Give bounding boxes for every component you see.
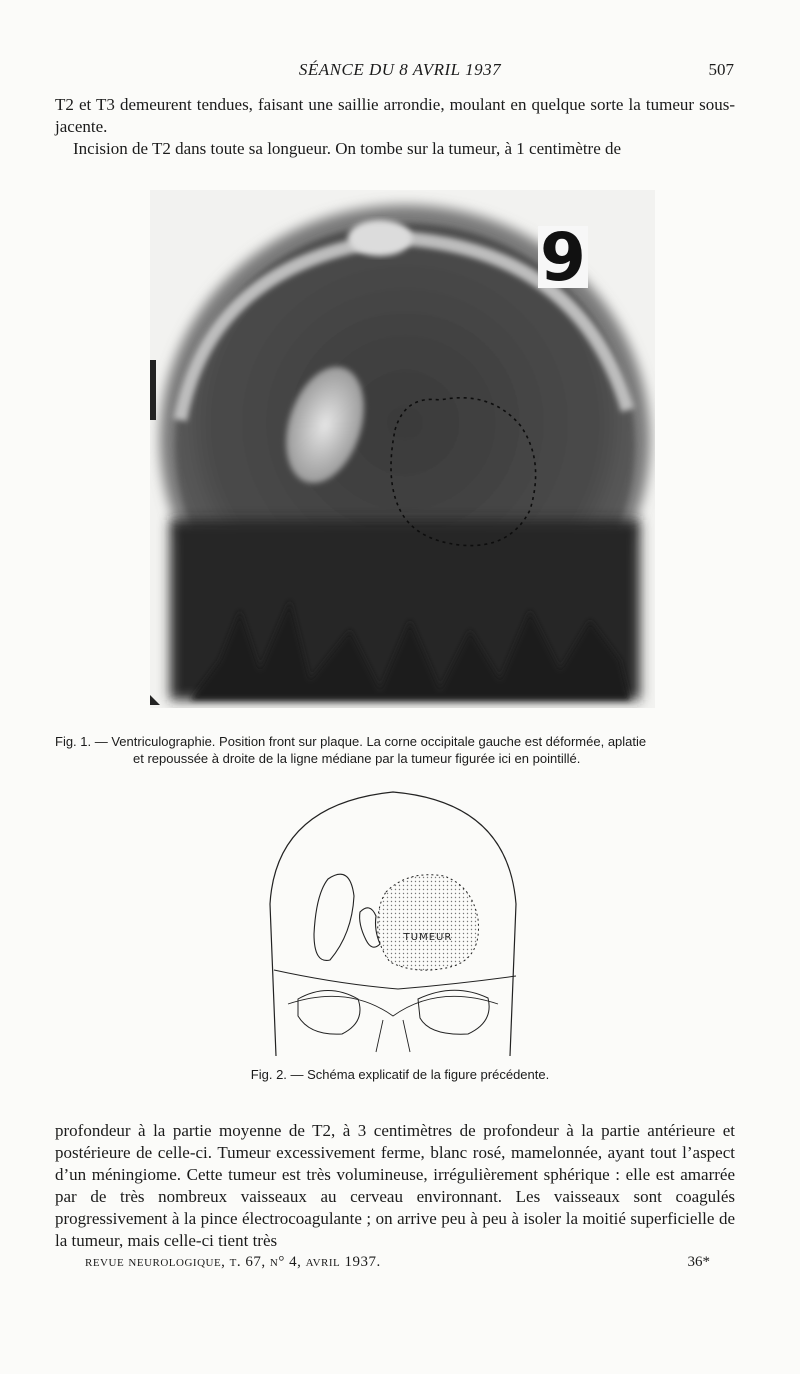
figure-2-caption: Fig. 2. — Schéma explicatif de la figure précédente. bbox=[250, 1067, 550, 1082]
paragraph-1: T2 et T3 demeurent tendues, faisant une saillie arrondie, moulant en quelque sorte la tumeur sous-jacente. bbox=[55, 95, 735, 136]
running-title: SÉANCE DU 8 AVRIL 1937 bbox=[298, 60, 502, 79]
figure-1-caption bbox=[55, 733, 745, 767]
body-text-bottom bbox=[55, 1120, 735, 1252]
running-header bbox=[0, 60, 800, 84]
page-number: 507 bbox=[708, 60, 734, 79]
tumor-label: TUMEUR bbox=[403, 932, 453, 943]
figure-2-schema bbox=[258, 784, 528, 1062]
figure-1-caption-line2: et repoussée à droite de la ligne médiane par la tumeur figurée ici en pointillé. bbox=[133, 751, 581, 766]
journal-reference: revue neurologique, t. 67, n° 4, avril 1937. bbox=[85, 1254, 381, 1270]
plate-mark: 9 bbox=[540, 219, 586, 296]
sheet-mark: 36* bbox=[687, 1254, 710, 1270]
paragraph-3: profondeur à la partie moyenne de T2, à 3 centimètres de profondeur à la partie antérieure et postérieure de celle-ci. Tumeur excessivement ferme, blanc rosé, mamelonnée, ayant tout l’aspect d’un méningiome. Cette tumeur est très volumineuse, irrégulièrement sphérique : elle est amarrée par de très nombreux vaisseaux au cerveau environnant. Les vaisseaux sont coagulés progressivement à la pince électrocoagulante ; on arrive peu à peu à isoler la moitié superficielle de la tumeur, mais celle-ci tient très bbox=[55, 1121, 735, 1250]
figure-1-xray bbox=[150, 190, 655, 708]
paragraph-2: Incision de T2 dans toute sa longueur. On tombe sur la tumeur, à 1 centimètre de bbox=[73, 139, 622, 158]
page-footer bbox=[85, 1254, 710, 1276]
body-text-top bbox=[55, 94, 735, 160]
figure-1-caption-line1: Fig. 1. — Ventriculographie. Position front sur plaque. La corne occipitale gauche est déformée, aplatie bbox=[55, 734, 647, 749]
